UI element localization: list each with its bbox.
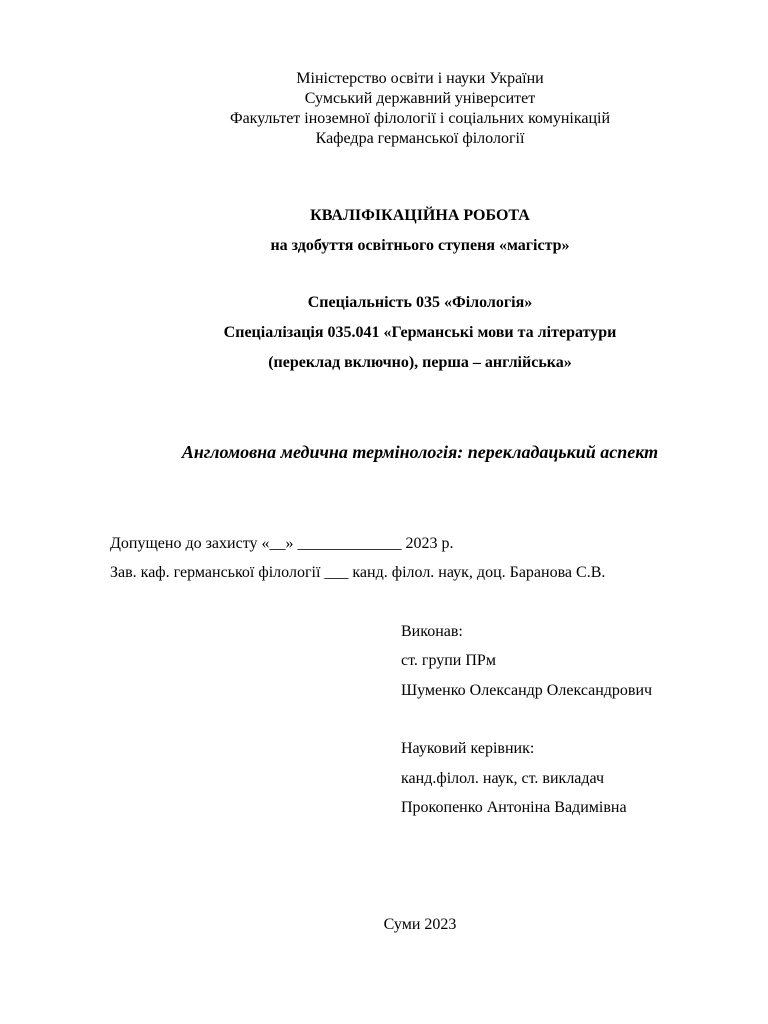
supervisor-label: Науковий керівник: xyxy=(401,740,535,757)
author-name: Шуменко Олександр Олександрович xyxy=(401,682,653,699)
department-name: Кафедра германської філології xyxy=(315,130,525,147)
defense-admission-line: Допущено до захисту «__» _____________ 2023 р. xyxy=(110,535,454,552)
degree-line: на здобуття освітнього ступеня «магістр» xyxy=(270,237,570,254)
work-type: КВАЛІФІКАЦІЙНА РОБОТА xyxy=(310,207,530,224)
department-head-line: Зав. каф. германської філології ___ канд. філол. наук, доц. Баранова С.В. xyxy=(110,564,606,581)
supervisor-name: Прокопенко Антоніна Вадимівна xyxy=(401,799,627,816)
specialization-line-1: Спеціалізація 035.041 «Германські мови та літератури xyxy=(223,324,617,341)
faculty-name: Факультет іноземної філології і соціальних комунікацій xyxy=(229,110,611,127)
city-year: Суми 2023 xyxy=(383,916,457,933)
specialization-line-2: (переклад включно), перша – англійська» xyxy=(268,354,572,371)
ministry-name: Міністерство освіти і науки України xyxy=(296,70,544,87)
specialty-line: Спеціальність 035 «Філологія» xyxy=(307,294,533,311)
author-group: ст. групи ПРм xyxy=(401,652,496,669)
thesis-title: Англомовна медична термінологія: перекладацький аспект xyxy=(181,442,659,462)
supervisor-position: канд.філол. наук, ст. викладач xyxy=(401,770,605,787)
author-label: Виконав: xyxy=(401,623,463,640)
university-name: Сумський державний університет xyxy=(304,90,536,107)
